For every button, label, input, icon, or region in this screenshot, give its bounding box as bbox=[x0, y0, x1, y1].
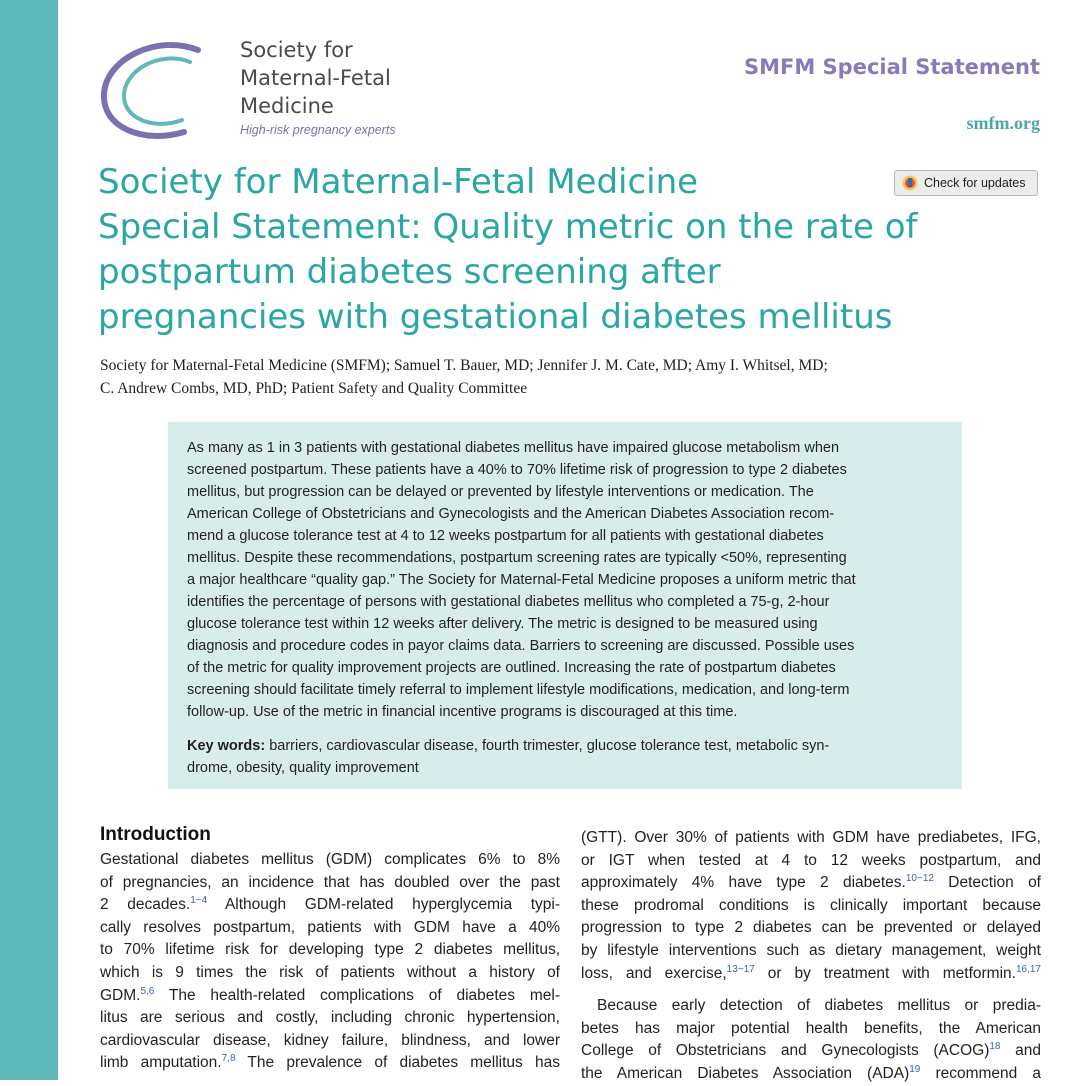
statement-type-label: SMFM Special Statement bbox=[743, 55, 1040, 79]
citation-link[interactable]: 16,17 bbox=[1015, 963, 1041, 975]
body-text-line: loss, and exercise,$^{13-17}$ or by treatment with metformin.$^{16,17}$ bbox=[581, 963, 1041, 982]
title-line: Society for Maternal-Fetal Medicine bbox=[98, 162, 699, 202]
body-text-line: (GTT). Over 30% of patients with GDM have prediabetes, IFG, bbox=[581, 829, 1041, 846]
citation-link[interactable]: 5,6 bbox=[140, 985, 155, 997]
left-accent-bar bbox=[0, 0, 58, 1080]
abstract-line: diagnosis and procedure codes in payor claims data. Barriers to screening are discussed. Possible uses bbox=[187, 638, 855, 654]
body-text-line: or IGT when tested at 4 to 12 weeks postpartum, and bbox=[581, 851, 1041, 869]
body-text-line: cardiovascular disease, kidney failure, blindness, and lower bbox=[100, 1031, 560, 1049]
body-text-line: which is 9 times the risk of patients without a history of bbox=[100, 963, 560, 981]
check-for-updates-label: Check for updates bbox=[924, 176, 1026, 190]
introduction-heading: Introduction bbox=[100, 824, 211, 845]
abstract-line: screening should facilitate timely referral to implement lifestyle modifications, medication, and long-term bbox=[187, 682, 850, 698]
citation-link[interactable]: 18 bbox=[989, 1041, 1001, 1053]
logo-tagline: High-risk pregnancy experts bbox=[240, 123, 396, 137]
logo-text-line-2: Maternal-Fetal bbox=[240, 66, 391, 90]
body-text-line: 2 decades.$^{1-4}$ Although GDM-related hyperglycemia typi- bbox=[100, 895, 560, 914]
body-text-line: litus are serious and costly, including chronic hypertension, bbox=[100, 1009, 560, 1027]
abstract-line: mellitus. Despite these recommendations, postpartum screening rates are typically <50%, representing bbox=[187, 550, 847, 566]
logo-text-line-3: Medicine bbox=[240, 94, 334, 118]
author-line: C. Andrew Combs, MD, PhD; Patient Safety and Quality Committee bbox=[100, 380, 528, 397]
body-text-line: Gestational diabetes mellitus (GDM) complicates 6% to 8% bbox=[100, 851, 560, 868]
abstract-line: mellitus, but progression can be delayed or prevented by lifestyle interventions or medication. The bbox=[187, 484, 814, 500]
title-line: Special Statement: Quality metric on the rate of bbox=[98, 207, 918, 247]
logo-text-line-1: Society for bbox=[240, 38, 353, 62]
citation-link[interactable]: 1−4 bbox=[190, 895, 208, 907]
body-text-line: betes has major potential health benefits, the American bbox=[581, 1019, 1041, 1037]
smfm-logo bbox=[98, 36, 398, 146]
citation-link[interactable]: 13−17 bbox=[726, 963, 755, 975]
keywords-text: barriers, cardiovascular disease, fourth trimester, glucose tolerance test, metabolic syn- bbox=[269, 738, 830, 754]
title-line: pregnancies with gestational diabetes mellitus bbox=[98, 297, 893, 337]
keywords-line bbox=[187, 735, 942, 757]
abstract-box bbox=[168, 422, 962, 789]
body-text-line: these prodromal conditions is clinically important because bbox=[581, 896, 1041, 914]
abstract-line: As many as 1 in 3 patients with gestational diabetes mellitus have impaired glucose metabolism when bbox=[187, 440, 840, 456]
body-text-line: to 70% lifetime risk for developing type 2 diabetes mellitus, bbox=[100, 941, 560, 959]
body-text-line: Because early detection of diabetes mellitus or predia- bbox=[597, 997, 1041, 1015]
abstract-line: follow-up. Use of the metric in financial incentive programs is discouraged at this time. bbox=[187, 704, 738, 720]
author-line: Society for Maternal-Fetal Medicine (SMFM); Samuel T. Bauer, MD; Jennifer J. M. Cate, MD; Amy I. Whitsel, MD; bbox=[100, 357, 828, 374]
abstract-line: identifies the percentage of persons with gestational diabetes mellitus who completed a 75-g, 2-hour bbox=[187, 594, 830, 610]
citation-link[interactable]: 19 bbox=[909, 1063, 921, 1075]
citation-link[interactable]: 7,8 bbox=[221, 1053, 236, 1065]
body-text-line: limb amputation.$^{7,8}$ The prevalence of diabetes mellitus has bbox=[100, 1053, 560, 1072]
body-text-line: by lifestyle interventions such as dietary management, weight bbox=[581, 941, 1041, 959]
abstract-line: mend a glucose tolerance test at 4 to 12 weeks postpartum for all patients with gestational diabetes bbox=[187, 528, 824, 544]
keywords-line: drome, obesity, quality improvement bbox=[187, 760, 419, 776]
website-link[interactable]: smfm.org bbox=[966, 113, 1040, 133]
abstract-line: American College of Obstetricians and Gynecologists and the American Diabetes Association recom- bbox=[187, 506, 835, 522]
body-text-line: the American Diabetes Association (ADA)$^{19}$ recommend a bbox=[581, 1063, 1041, 1082]
body-column-right bbox=[581, 827, 1041, 1086]
keywords bbox=[187, 735, 942, 779]
article-page bbox=[58, 0, 1080, 1080]
body-text-line: progression to type 2 diabetes can be prevented or delayed bbox=[581, 919, 1041, 937]
abstract-line: screened postpartum. These patients have a 40% to 70% lifetime risk of progression to type 2 diabetes bbox=[187, 462, 847, 478]
article-title bbox=[98, 160, 998, 340]
abstract-line: of the metric for quality improvement projects are outlined. Increasing the rate of postpartum diabetes bbox=[187, 660, 836, 676]
keywords-label: Key words: bbox=[187, 738, 266, 754]
author-list bbox=[100, 354, 828, 400]
body-text-line: of pregnancies, an incidence that has doubled over the past bbox=[100, 873, 560, 891]
abstract-line: glucose tolerance test within 12 weeks after delivery. The metric is designed to be measured using bbox=[187, 616, 818, 632]
body-text-line: cally resolves postpartum, patients with GDM have a 40% bbox=[100, 918, 560, 936]
body-text-line: GDM.$^{5,6}$ The health-related complications of diabetes mel- bbox=[100, 985, 560, 1004]
title-line: postpartum diabetes screening after bbox=[98, 252, 721, 292]
citation-link[interactable]: 10−12 bbox=[905, 873, 934, 885]
body-text-line: approximately 4% have type 2 diabetes.$^{10-12}$ Detection of bbox=[581, 873, 1041, 892]
body-column-left bbox=[100, 849, 560, 1075]
logo-swoosh-icon bbox=[98, 36, 218, 146]
abstract-line: a major healthcare “quality gap.” The Society for Maternal-Fetal Medicine proposes a uniform metric that bbox=[187, 572, 856, 588]
body-text-line: College of Obstetricians and Gynecologists (ACOG)$^{18}$ and bbox=[581, 1041, 1041, 1060]
